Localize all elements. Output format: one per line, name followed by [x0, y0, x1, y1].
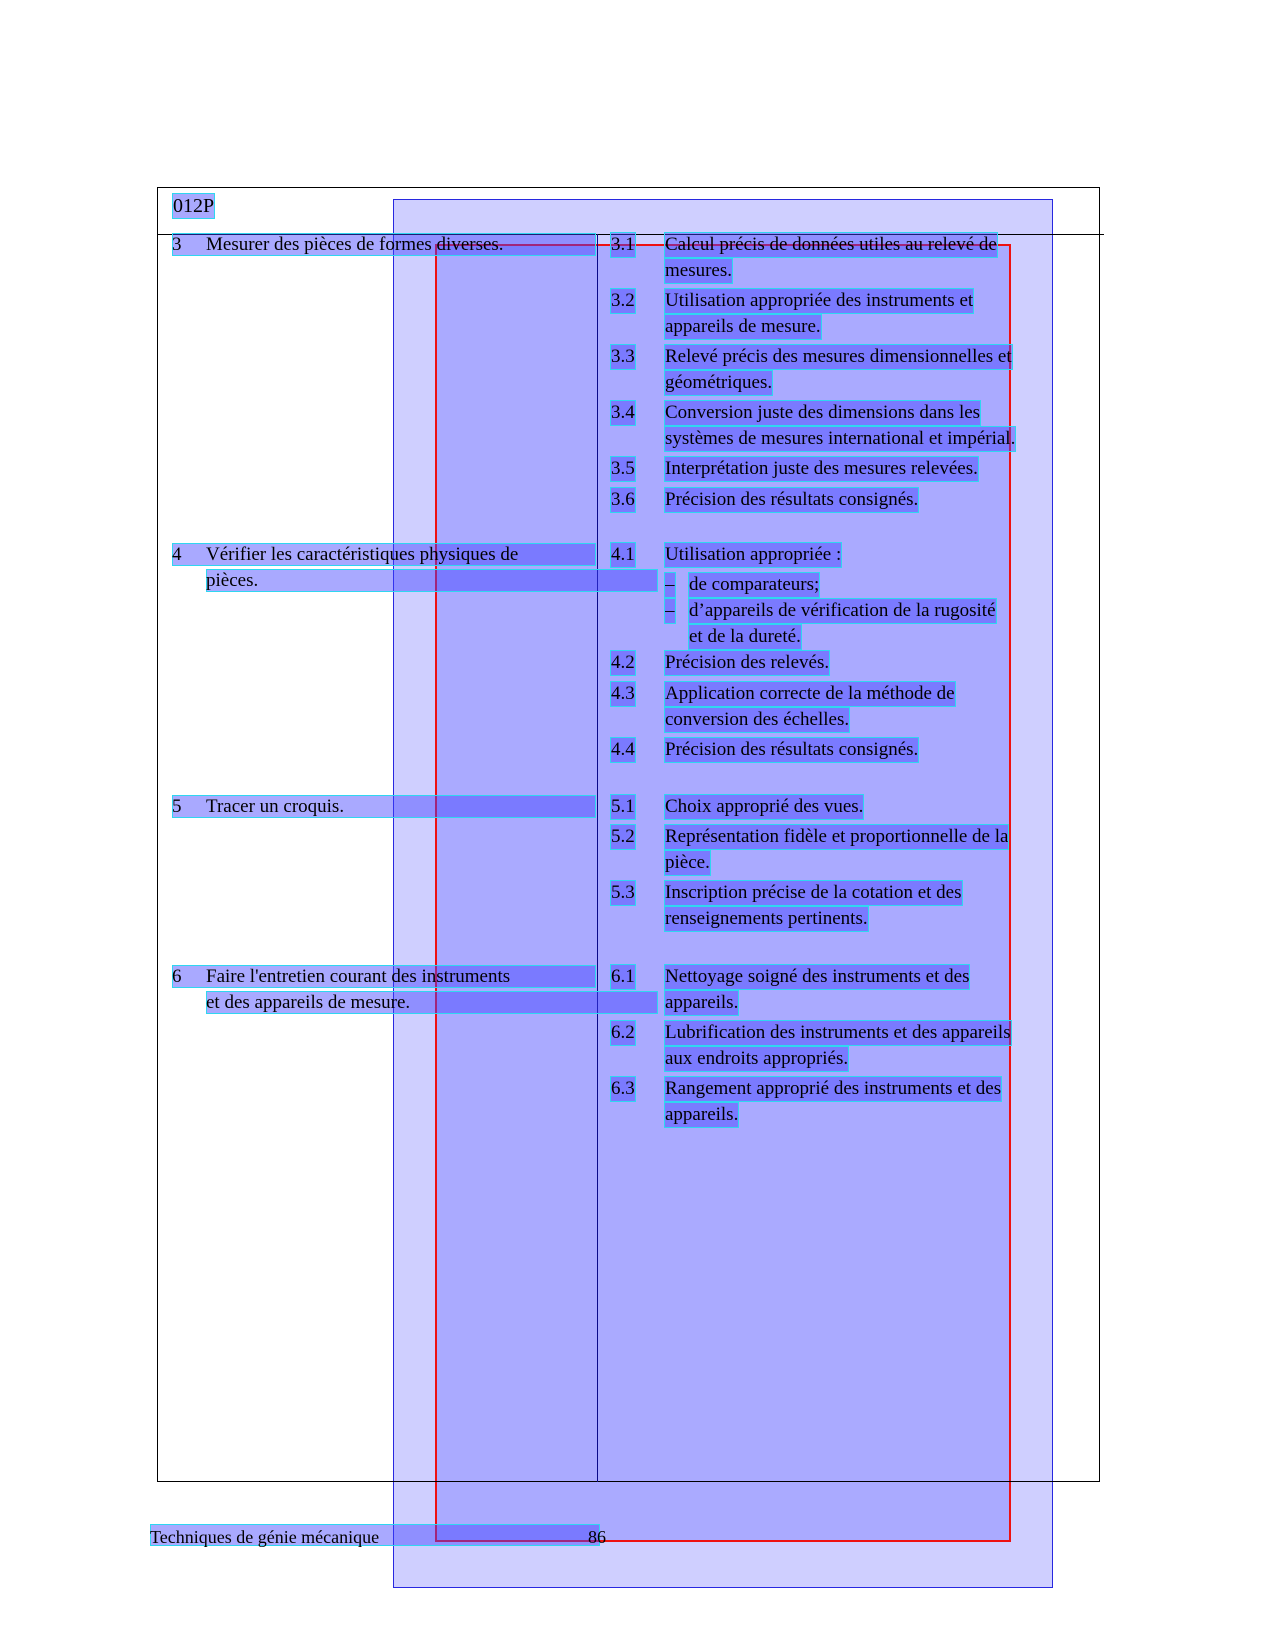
criterion-text: Utilisation appropriée des instruments et [664, 288, 974, 314]
criterion-text-cont: pièce. [664, 850, 711, 876]
criterion-number: 3.1 [610, 232, 636, 258]
bullet-text-cont: et de la dureté. [688, 624, 802, 650]
criterion-text: Nettoyage soigné des instruments et des [664, 964, 970, 990]
element-text: Vérifier les caractéristiques physiques de [206, 544, 519, 565]
element-number: 6 [172, 966, 182, 987]
criterion-number: 3.5 [610, 456, 636, 482]
bullet-dash: – [664, 572, 676, 598]
criterion-number: 5.1 [610, 794, 636, 820]
element-text: Tracer un croquis. [206, 796, 345, 817]
criterion-text: Calcul précis de données utiles au relevé de [664, 232, 998, 258]
criterion-text: Interprétation juste des mesures relevées. [664, 456, 979, 482]
criterion-number: 6.3 [610, 1076, 636, 1102]
element-text: Faire l'entretien courant des instruments [206, 966, 511, 987]
criterion-number: 5.3 [610, 880, 636, 906]
bullet-text: d’appareils de vérification de la rugosité [688, 598, 997, 624]
criterion-number: 5.2 [610, 824, 636, 850]
criterion-number: 4.1 [610, 542, 636, 568]
column-divider [597, 234, 598, 1482]
element-number: 3 [172, 234, 182, 255]
criterion-text-cont: systèmes de mesures international et impérial. [664, 426, 1016, 452]
element-row-highlight [206, 569, 658, 592]
criterion-number: 4.4 [610, 737, 636, 763]
criterion-text: Application correcte de la méthode de [664, 681, 956, 707]
criterion-text: Représentation fidèle et proportionnelle de la [664, 824, 1009, 850]
criterion-text-cont: appareils. [664, 1102, 739, 1128]
element-number: 4 [172, 544, 182, 565]
criterion-number: 6.1 [610, 964, 636, 990]
criterion-number: 4.2 [610, 650, 636, 676]
competency-code [172, 193, 215, 219]
criterion-number: 3.6 [610, 487, 636, 513]
element-text-cont: pièces. [206, 570, 259, 591]
criterion-text: Choix approprié des vues. [664, 794, 864, 820]
criterion-text: Conversion juste des dimensions dans les [664, 400, 981, 426]
criterion-text: Rangement approprié des instruments et des [664, 1076, 1002, 1102]
bullet-dash: – [664, 598, 676, 624]
criterion-number: 3.4 [610, 400, 636, 426]
element-text: Mesurer des pièces de formes diverses. [206, 234, 504, 255]
page-number: 86 [588, 1527, 606, 1547]
criterion-text: Précision des résultats consignés. [664, 487, 919, 513]
criterion-text: Inscription précise de la cotation et des [664, 880, 963, 906]
criterion-text: Lubrification des instruments et des appareils [664, 1020, 1012, 1046]
criterion-text-cont: appareils. [664, 990, 739, 1016]
criterion-text: Précision des résultats consignés. [664, 737, 919, 763]
criterion-text-cont: appareils de mesure. [664, 314, 822, 340]
criterion-text-cont: renseignements pertinents. [664, 906, 869, 932]
criterion-number: 3.2 [610, 288, 636, 314]
criterion-text-cont: géométriques. [664, 370, 773, 396]
criterion-text: Précision des relevés. [664, 650, 830, 676]
criterion-number: 3.3 [610, 344, 636, 370]
competency-code-text: 012P [173, 195, 215, 217]
bullet-text: de comparateurs; [688, 572, 820, 598]
element-number: 5 [172, 796, 182, 817]
criterion-text-cont: conversion des échelles. [664, 707, 850, 733]
criterion-text: Utilisation appropriée : [664, 542, 842, 568]
footer-program-name: Techniques de génie mécanique [150, 1527, 380, 1547]
criterion-text-cont: aux endroits appropriés. [664, 1046, 849, 1072]
criterion-text: Relevé précis des mesures dimensionnelles et [664, 344, 1013, 370]
criterion-text-cont: mesures. [664, 258, 733, 284]
criterion-number: 6.2 [610, 1020, 636, 1046]
element-text-cont: et des appareils de mesure. [206, 992, 411, 1013]
criterion-number: 4.3 [610, 681, 636, 707]
